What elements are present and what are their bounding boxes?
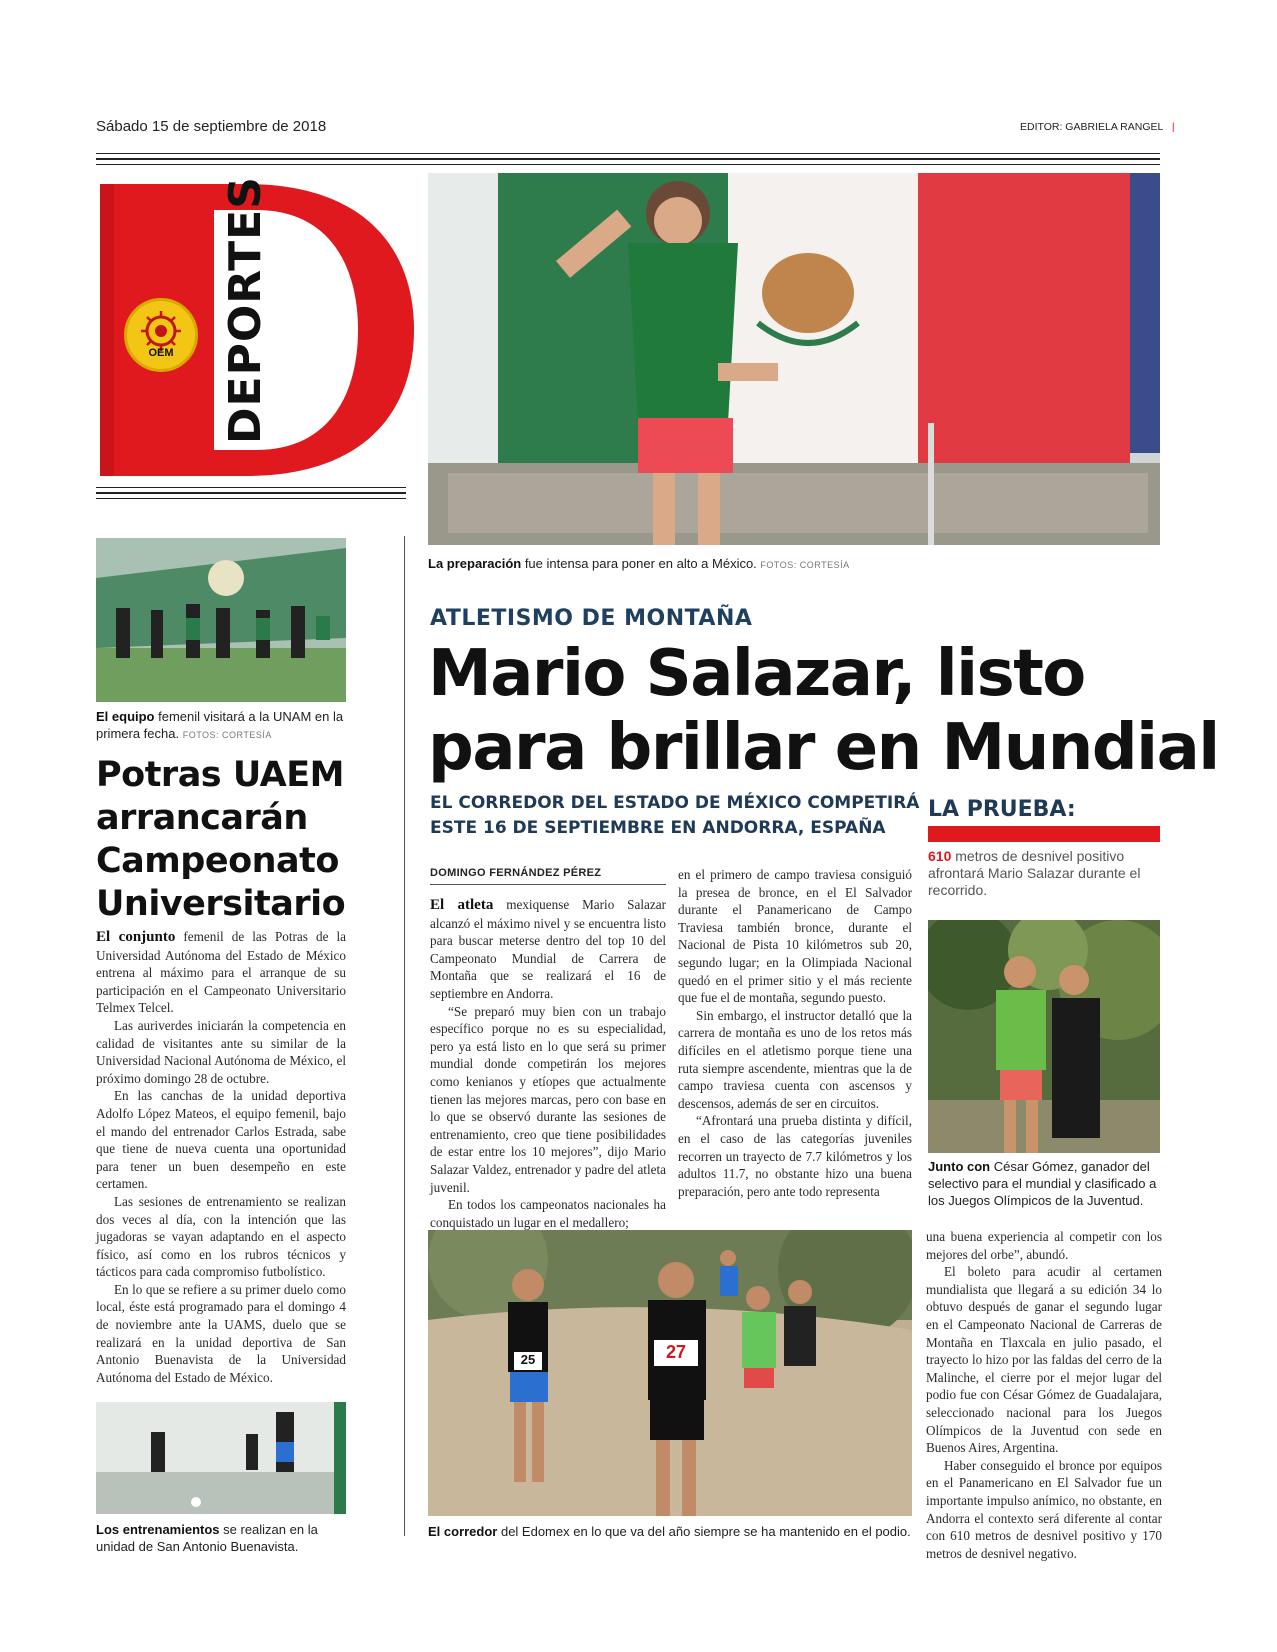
race-bib-25: 25 bbox=[520, 1352, 536, 1367]
deck-line-2: ESTE 16 DE SEPTIEMBRE EN ANDORRA, ESPAÑA bbox=[430, 818, 886, 838]
main-story-col1-p3: En todos los campeonatos nacionales ha conquistado un lugar en el medallero; bbox=[430, 1197, 666, 1230]
main-story-col2-p1: en el primero de campo traviesa consiguió la presea de bronce, en el El Salvador durante el Panamericano de Campo Traviesa también bronce, durante el Nacional de Pista 10 kilómetros sub 20, segundo lugar; en la Olimpiada Nacional quedó en el primer sitio y el más reciente que fue el de montaña, segundo puesto. bbox=[678, 867, 912, 1006]
left-story-body bbox=[96, 928, 346, 1386]
section-flag bbox=[96, 176, 416, 480]
sidebar-text bbox=[928, 848, 1162, 899]
main-headline-line-1: Mario Salazar, listo bbox=[428, 637, 1085, 711]
main-story-column-3 bbox=[926, 1228, 1162, 1562]
editor-divider: | bbox=[1171, 121, 1175, 133]
left-story-p1: femenil de las Potras de la Universidad Autónoma del Estado de México entrena al máximo para el arranque de su participación en el Campeonato Universitario Telmex Telcel. bbox=[96, 929, 346, 1016]
left-bottom-photo bbox=[96, 1402, 346, 1514]
column-divider bbox=[404, 536, 405, 1536]
left-bottom-photo-caption bbox=[96, 1521, 348, 1555]
section-name: DEPORTES bbox=[220, 176, 271, 444]
main-story-col1-p2: “Se preparó muy bien con un trabajo específico porque no es su especialidad, pero ya está listo en lo que será su primer mundial donde competirán los mejores como kenianos y etíopes que actualmente tienen las mejores marcas, pero con base en lo que se observó durante las sesiones de entrenamiento, creo que tiene posibilidades de estar entre los 10 mejores”, dijo Mario Salazar Valdez, entrenador y padre del atleta juvenil. bbox=[430, 1003, 666, 1195]
race-photo bbox=[428, 1230, 912, 1516]
main-photo-caption-text: fue intensa para poner en alto a México. bbox=[521, 556, 757, 571]
sidebar-red-bar bbox=[928, 826, 1160, 842]
main-story-col2-p3: “Afrontará una prueba distinta y difícil, en el caso de las categorías juveniles recorren un trayecto de 7.7 kilómetros y los adultos 11.7, no obstante hizo una buena preparación, pero ante todo representa bbox=[678, 1113, 912, 1199]
page-date: Sábado 15 de septiembre de 2018 bbox=[96, 118, 327, 135]
side-photo bbox=[928, 920, 1160, 1153]
race-bib-27: 27 bbox=[665, 1342, 687, 1362]
side-photo-caption bbox=[928, 1158, 1162, 1209]
main-photo-caption bbox=[428, 555, 1168, 574]
main-story-col3-p2: El boleto para acudir al certamen mundialista que llegará a su edición 34 lo obtuvo después de ganar el segundo lugar en el Campeonato Nacional de Carreras de Montaña en Tlaxcala en julio pasado, el trayecto lo hizo por las faldas del cerro de la Malinche, el cierre por el mejor lugar del podio fue con César Gómez de Guadalajara, seleccionado nacional para los Juegos Olímpicos de la Juventud con sede en Buenos Aires, Argentina. bbox=[926, 1264, 1162, 1456]
main-story-col3-p3: Haber conseguido el bronce por equipos en el Panamericano en El Salvador fue un importante impulso anímico, no obstante, en Andorra el contexto será diferente al contar con 610 metros de desnivel positivo y 170 metros de desnivel negativo. bbox=[926, 1457, 1162, 1561]
side-photo-caption-lead: Junto con bbox=[928, 1159, 991, 1174]
left-headline-line-1: Potras UAEM bbox=[96, 755, 344, 795]
dem-logo-text: OEM bbox=[148, 347, 174, 359]
editor-credit bbox=[1020, 121, 1175, 133]
main-story-col2-p2: Sin embargo, el instructor detalló que la carrera de montaña es uno de los retos más difíciles en el atletismo porque tiene una ruta siempre ascendente, mientras que la de campo traviesa cuenta con ascensos y descensos, además de ser en circuitos. bbox=[678, 1007, 912, 1111]
main-story-column-2 bbox=[678, 866, 912, 1200]
byline: DOMINGO FERNÁNDEZ PÉREZ bbox=[430, 867, 602, 879]
left-top-photo-caption-lead: El equipo bbox=[96, 709, 155, 724]
main-story-col3-p1: una buena experiencia al competir con los mejores del orbe”, abundó. bbox=[926, 1229, 1162, 1262]
main-story-lead: El atleta bbox=[430, 897, 494, 913]
main-photo-credit: FOTOS: CORTESÍA bbox=[760, 560, 850, 570]
deck-line-1: EL CORREDOR DEL ESTADO DE MÉXICO COMPETIRÁ bbox=[430, 793, 920, 813]
left-story-lead: El conjunto bbox=[96, 929, 176, 945]
left-story-p3: En las canchas de la unidad deportiva Adolfo López Mateos, el equipo femenil, bajo el mando del entrenador Carlos Estrada, sabe que tiene de nueva cuenta una oportunidad para tener un buen desempeño en este certamen. bbox=[96, 1088, 346, 1192]
race-photo-caption bbox=[428, 1523, 912, 1540]
left-headline-line-3: Campeonato bbox=[96, 841, 339, 881]
kicker: ATLETISMO DE MONTAÑA bbox=[430, 606, 753, 631]
race-photo-caption-text: del Edomex en lo que va del año siempre se ha mantenido en el podio. bbox=[497, 1524, 911, 1539]
main-headline-line-2: para brillar en Mundial bbox=[428, 711, 1219, 785]
left-headline bbox=[96, 754, 356, 926]
main-photo-caption-lead: La preparación bbox=[428, 556, 522, 571]
sidebar-text-body: metros de desnivel positivo afrontará Mario Salazar durante el recorrido. bbox=[928, 848, 1141, 898]
main-story-column-1 bbox=[430, 896, 666, 1231]
side-photo-caption-text: César Gómez, ganador del selectivo para el mundial y clasificado a los Juegos Olímpicos de la Juventud. bbox=[928, 1159, 1157, 1208]
left-story-p2: Las auriverdes iniciarán la competencia en calidad de visitantes ante su similar de la Universidad Nacional Autónoma de México, el próximo domingo 28 de octubre. bbox=[96, 1017, 346, 1086]
editor-name: EDITOR: GABRIELA RANGEL bbox=[1020, 121, 1163, 133]
left-headline-line-4: Universitario bbox=[96, 884, 346, 924]
left-story-p4: Las sesiones de entrenamiento se realizan dos veces al día, con la intención que las jugadoras se vayan adaptando en el aspecto físico, así como en los rubros técnicos y tácticos para cada compromiso futbolístico. bbox=[96, 1193, 346, 1280]
byline-rule bbox=[430, 884, 666, 885]
main-story-col1-p1: mexiquense Mario Salazar alcanzó el máximo nivel y se encuentra listo para buscar meterse dentro del top 10 del Campeonato Mundial de Carrera de Montaña que se realizará el 16 de septiembre en Andorra. bbox=[430, 897, 666, 1001]
sidebar-title: LA PRUEBA: bbox=[928, 797, 1076, 822]
main-photo bbox=[428, 173, 1160, 545]
left-top-photo-credit: FOTOS: CORTESÍA bbox=[182, 730, 272, 740]
left-top-photo-caption bbox=[96, 708, 348, 744]
left-headline-line-2: arrancarán bbox=[96, 798, 308, 838]
left-top-photo-caption-text: femenil visitará a la UNAM en la primera fecha. bbox=[96, 709, 344, 741]
dem-logo-icon bbox=[124, 298, 198, 372]
left-bottom-photo-caption-lead: Los entrenamientos bbox=[96, 1522, 220, 1537]
race-photo-caption-lead: El corredor bbox=[428, 1524, 498, 1539]
left-bottom-photo-caption-text: se realizan en la unidad de San Antonio Buenavista. bbox=[96, 1522, 318, 1554]
left-top-photo bbox=[96, 538, 346, 702]
left-story-p5: En lo que se refiere a su primer duelo como local, éste está programado para el domingo 4 de noviembre ante la UAMS, duelo que se realizará en la unidad deportiva de San Antonio Buenavista de la Universidad Autónoma del Estado de México. bbox=[96, 1281, 346, 1385]
sidebar-number: 610 bbox=[928, 848, 952, 864]
